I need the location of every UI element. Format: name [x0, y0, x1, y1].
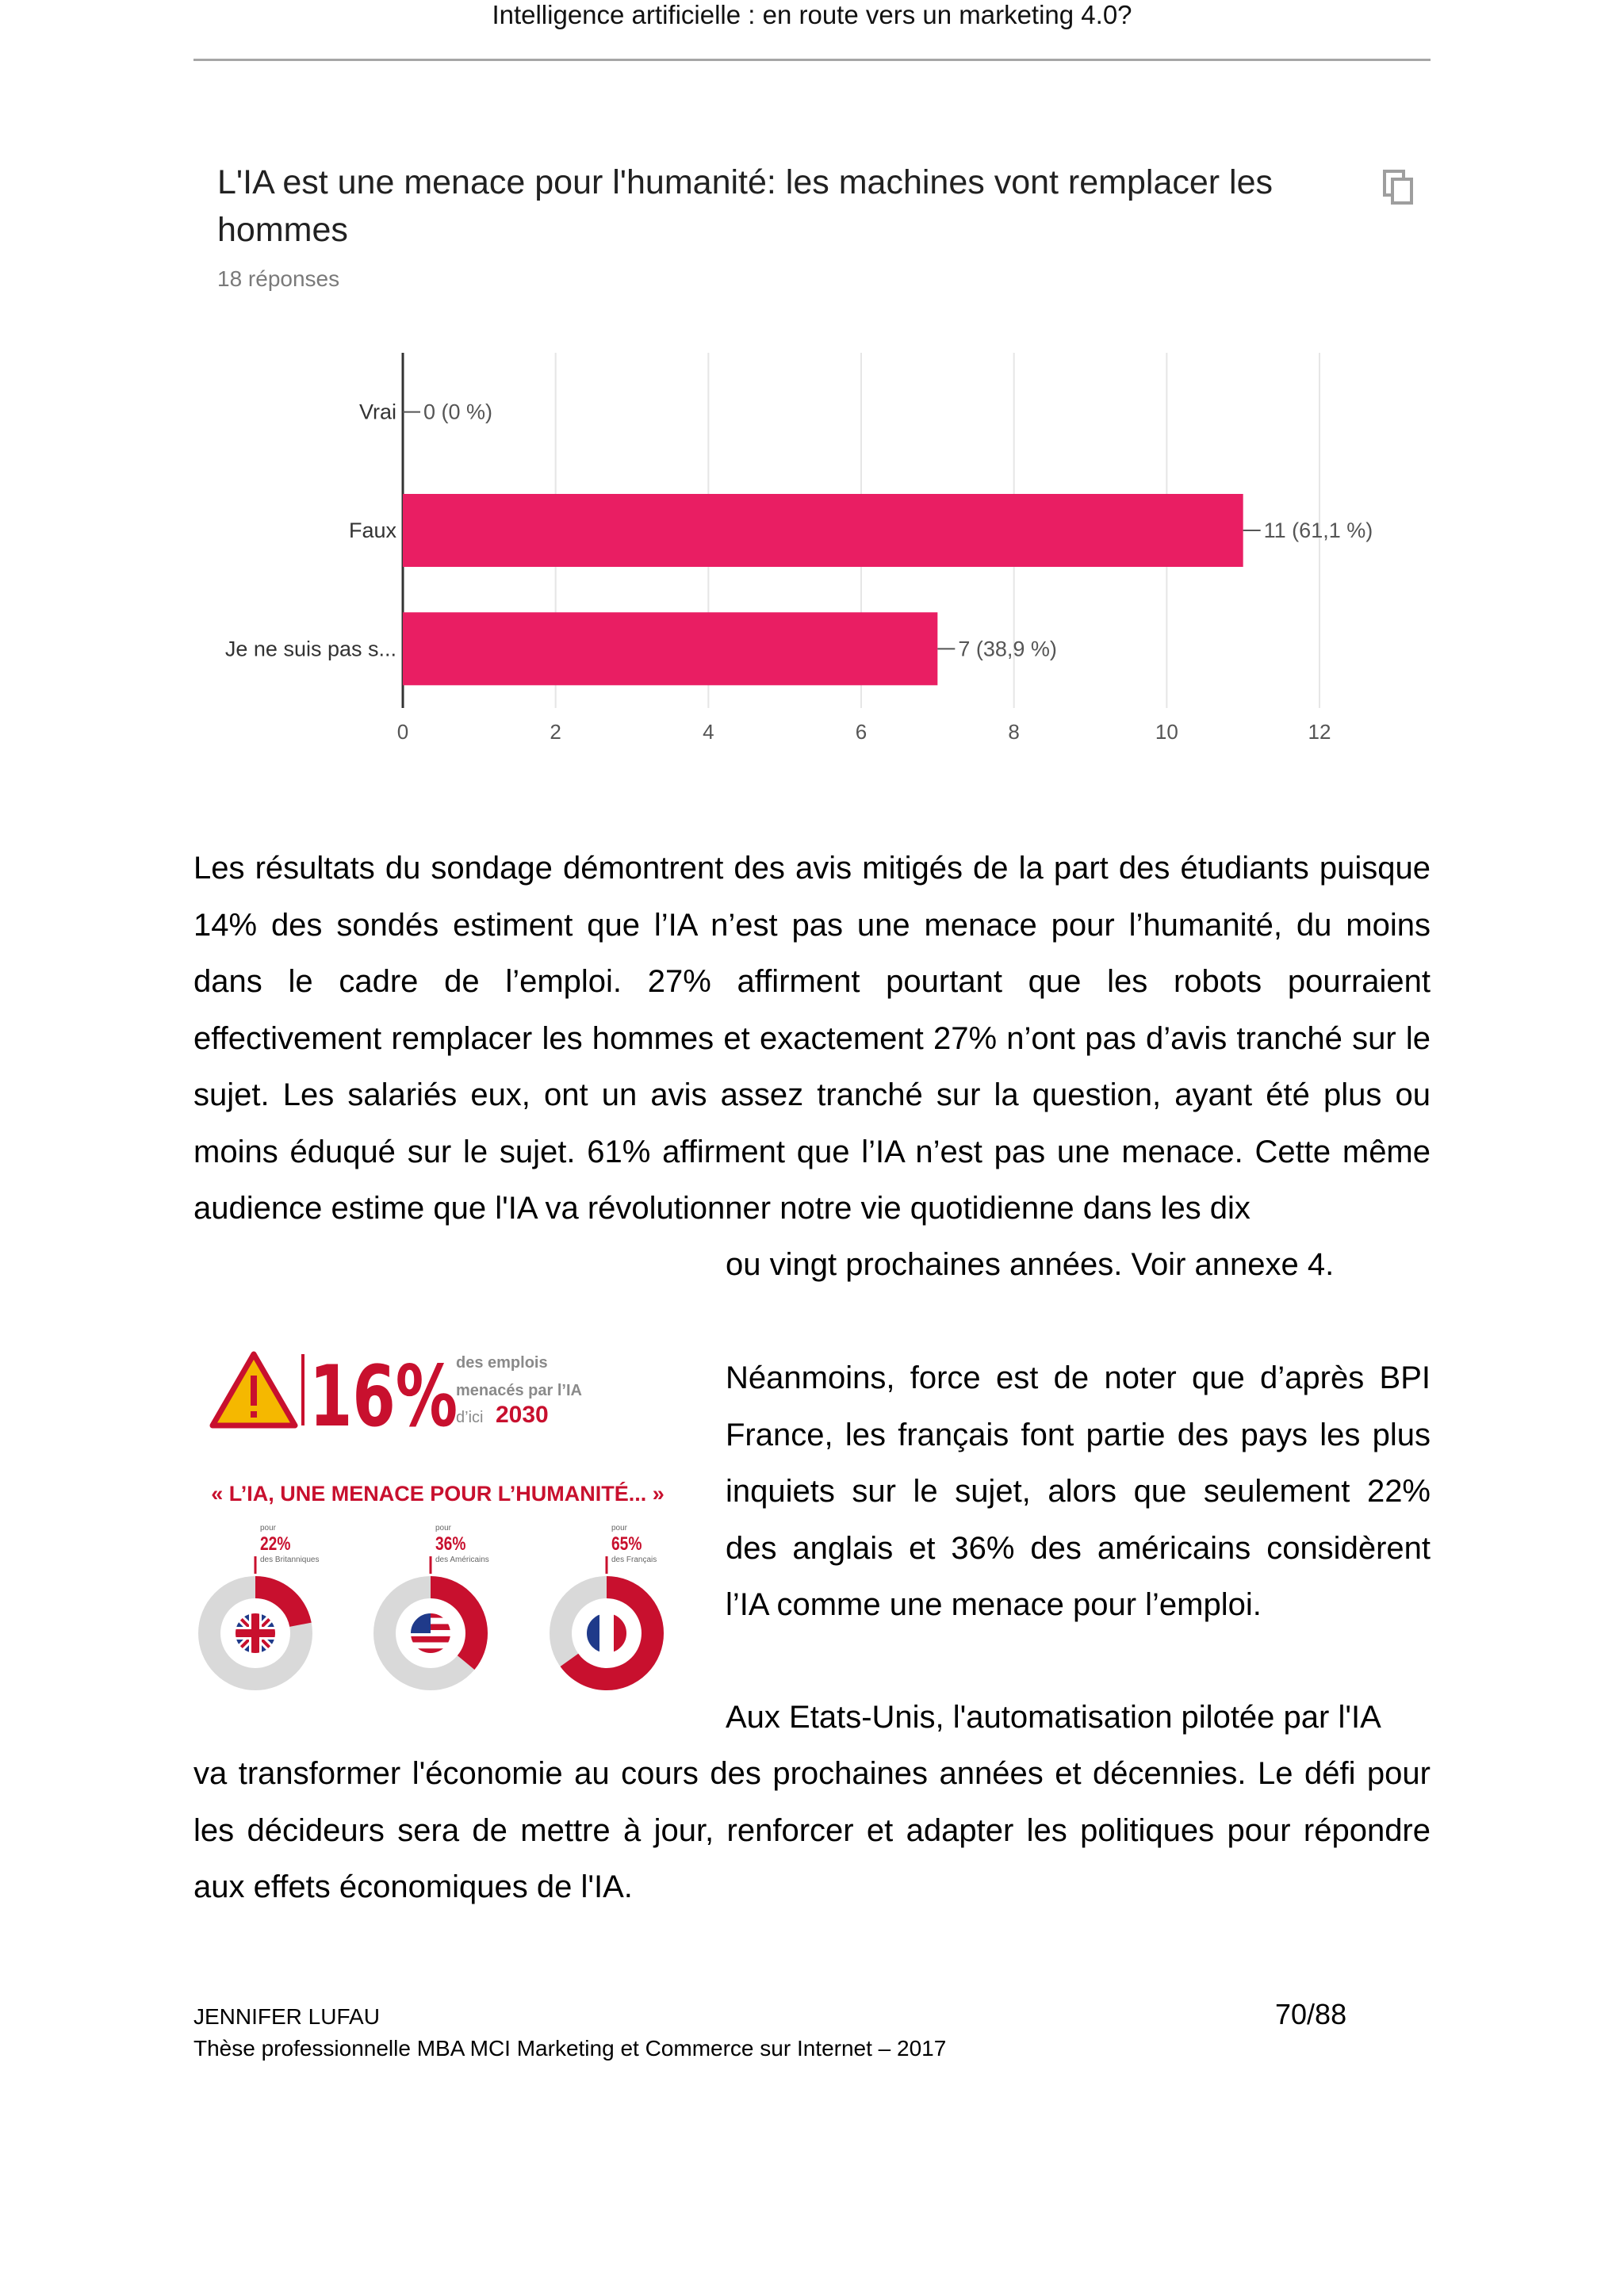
donut-charts	[209, 1524, 657, 1679]
paragraph-bpi-text: Néanmoins, force est de noter que d’après BPI France, les français font partie des pays les plus inquiets sur le sujet, alors que seulement 22% des anglais et 36% des américains considèrent l’IA comme une menace pour l’emploi.	[726, 1360, 1431, 1622]
category-label: Je ne suis pas s...	[224, 637, 396, 661]
flag-white	[599, 1612, 614, 1655]
form-summary-card	[193, 135, 1431, 777]
flag-stripe	[409, 1636, 452, 1643]
donut-percent: 65%	[611, 1532, 642, 1555]
category-label: Vrai	[358, 400, 396, 424]
stat-year: 2030	[496, 1402, 549, 1428]
x-tick-label: 6	[855, 720, 868, 744]
x-tick-label: 12	[1308, 720, 1331, 744]
category-label: Faux	[348, 519, 396, 542]
data-label: 7 (38,9 %)	[958, 637, 1057, 661]
x-tick-label: 10	[1155, 720, 1178, 744]
donut-label: des Américains	[435, 1556, 489, 1564]
stat-line-2: menacés par l’IA	[456, 1382, 582, 1399]
question-title: L'IA est une menace pour l'humanité: les machines vont remplacer les hommes	[217, 163, 1274, 249]
donut-3	[561, 1524, 657, 1679]
donut-1	[209, 1524, 320, 1679]
donut-pour: pour	[611, 1524, 628, 1533]
donut-label: des Britanniques	[260, 1556, 320, 1564]
warning-icon	[213, 1354, 295, 1425]
paragraph-usa-start-text: Aux Etats-Unis, l'automatisation pilotée par l'IA	[726, 1700, 1381, 1735]
fr-flag-icon	[585, 1612, 628, 1655]
stat-line-1: des emplois	[456, 1354, 548, 1372]
x-tick-label: 8	[1008, 720, 1020, 744]
donut-percent: 22%	[260, 1532, 291, 1555]
chart-labels	[225, 400, 1373, 744]
page-number: 70/88	[1275, 1998, 1347, 2030]
bar-chart	[193, 135, 1431, 777]
big-stat: 16%	[309, 1347, 458, 1446]
data-label: 0 (0 %)	[423, 400, 493, 424]
donut-pour: pour	[260, 1524, 277, 1533]
ai-threat-infographic	[182, 1332, 698, 1705]
donut-2	[385, 1524, 489, 1679]
bar	[403, 494, 1243, 567]
stat-line-3-prefix: d’ici	[456, 1409, 484, 1426]
response-count: 18 réponses	[217, 266, 340, 291]
header-divider	[193, 59, 1431, 61]
donut-label: des Français	[611, 1556, 657, 1564]
x-tick-label: 0	[396, 720, 409, 744]
infographic-headline: « L’IA, UNE MENACE POUR L’HUMANITÉ... »	[211, 1482, 665, 1506]
running-header: Intelligence artificielle : en route vers un marketing 4.0?	[492, 0, 1132, 29]
us-flag-icon	[409, 1612, 452, 1655]
paragraph-usa-start	[726, 1689, 1431, 1747]
x-tick-label: 4	[703, 720, 714, 744]
paragraph-results-end-text: ou vingt prochaines années. Voir annexe 4.	[726, 1247, 1335, 1282]
uk-flag-icon	[234, 1612, 277, 1655]
footer-thesis: Thèse professionnelle MBA MCI Marketing et Commerce sur Internet – 2017	[193, 2036, 947, 2061]
data-label: 11 (61,1 %)	[1263, 519, 1373, 542]
paragraph-results	[193, 840, 1431, 1238]
paragraph-results-text: Les résultats du sondage démontrent des avis mitigés de la part des étudiants puisque 14% des sondés estiment que l’IA n’est pas une menace pour l’humanité, du moins dans le cadre de l’emploi. 27% affirment pourtant que les robots pourraient effectivement remplacer les hommes et exactement 27% n’ont pas d’avis tranché sur le sujet. Les salariés eux, ont un avis assez tranché sur la question, ayant été plus ou moins éduqué sur le sujet. 61% affirment que l’IA n’est pas une menace. Cette même audience estime que l'IA va révolutionner notre vie quotidienne dans les dix	[193, 851, 1431, 1226]
flag-cross-v-red	[251, 1612, 259, 1655]
x-tick-label: 2	[550, 720, 561, 744]
stat-divider	[301, 1354, 304, 1425]
chart-bars	[403, 494, 1243, 685]
donut-percent: 36%	[435, 1532, 466, 1555]
paragraph-results-end	[726, 1237, 1431, 1294]
donut-pour: pour	[435, 1524, 452, 1533]
paragraph-bpi	[726, 1350, 1431, 1634]
paragraph-usa-text: va transformer l'économie au cours des prochaines années et décennies. Le défi pour les décideurs sera de mettre à jour, renforcer et adapter les politiques pour répondre aux effets économiques de l'IA.	[193, 1756, 1431, 1904]
paragraph-usa	[193, 1746, 1431, 1916]
footer-author: JENNIFER LUFAU	[193, 2004, 380, 2029]
bar	[403, 612, 937, 685]
